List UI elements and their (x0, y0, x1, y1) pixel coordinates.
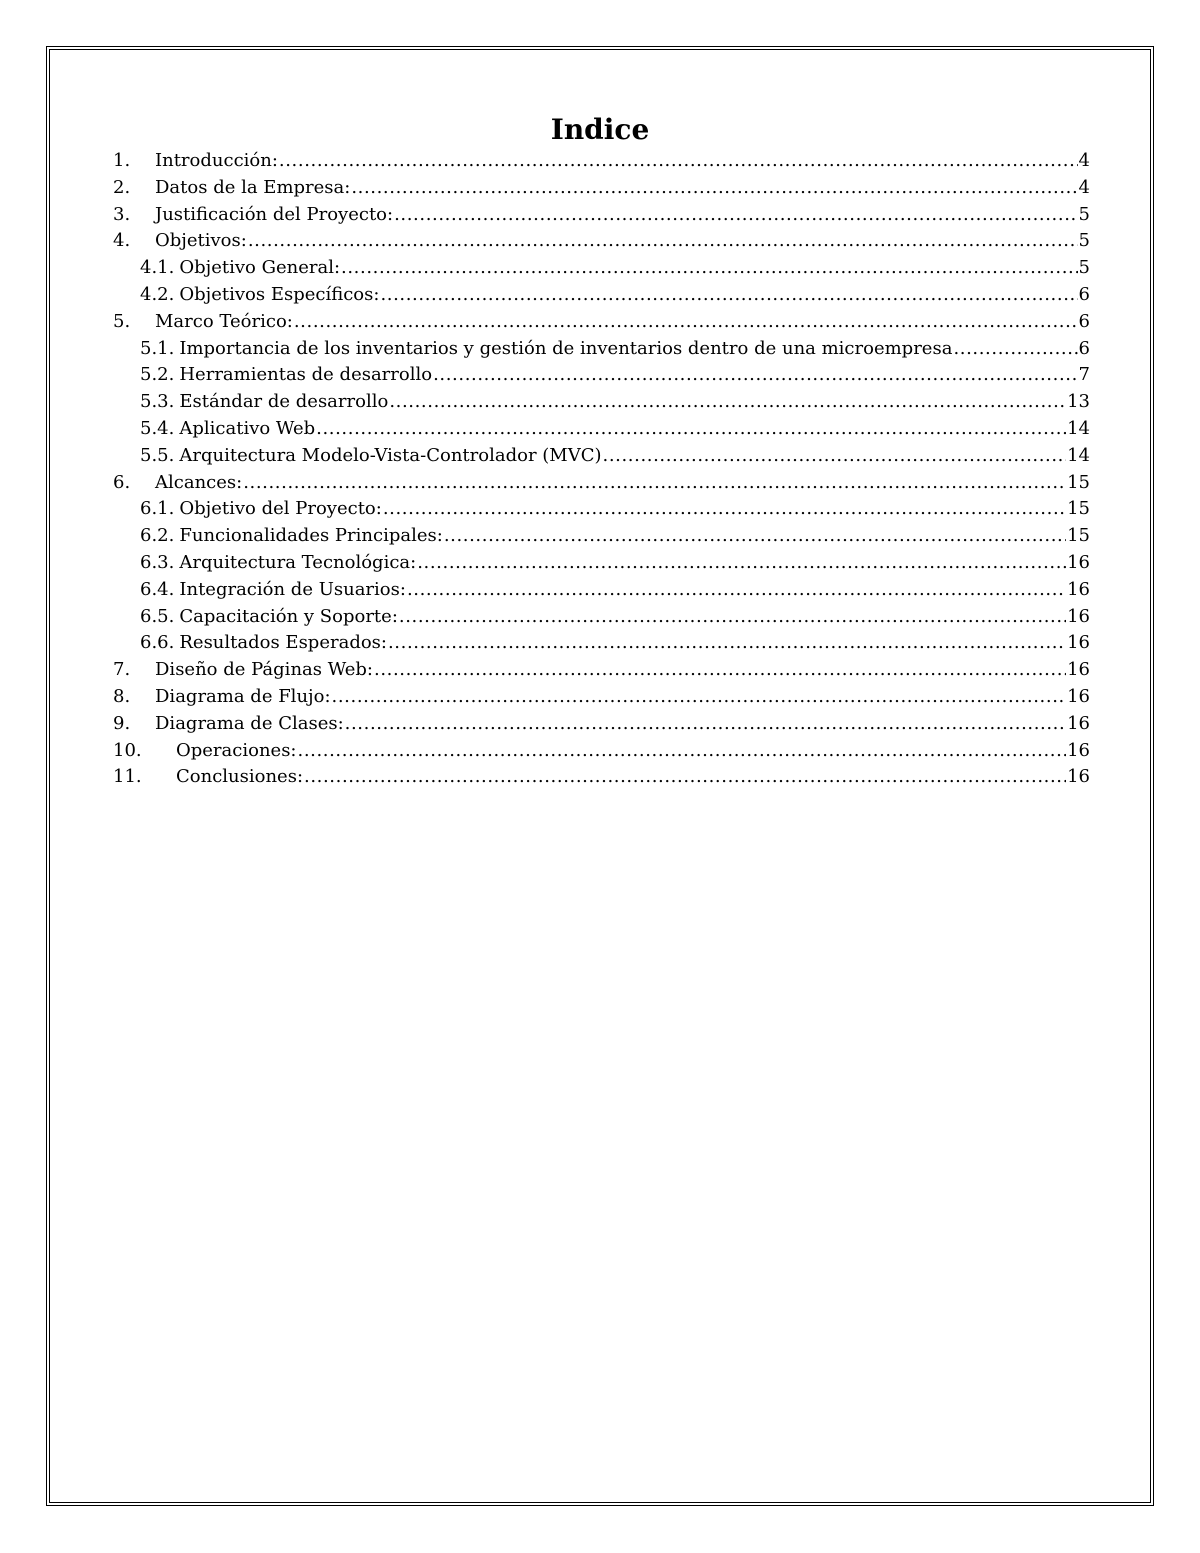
toc-entry[interactable] (113, 711, 1090, 738)
toc-entry-text: Arquitectura Modelo-Vista-Controlador (MVC) (179, 444, 602, 466)
toc-entry-text: Datos de la Empresa: (155, 176, 351, 198)
toc-entry-page: 4 (1078, 150, 1090, 171)
toc-entry-page: 15 (1067, 498, 1090, 520)
toc-entry-number: 5.2. (140, 364, 175, 386)
toc-entry-text: Conclusiones: (176, 766, 304, 788)
toc-dot-leader (603, 443, 1067, 470)
toc-entry[interactable] (113, 523, 1090, 550)
toc-entry-page: 16 (1067, 766, 1090, 788)
toc-entry-number: 11. (113, 766, 142, 788)
toc-entry-number: 6.1. (140, 498, 175, 520)
toc-entry-number: 6.5. (140, 605, 175, 627)
toc-entry-page: 13 (1067, 391, 1090, 413)
toc-entry-page: 16 (1067, 659, 1090, 681)
toc-entry-text: Aplicativo Web (179, 417, 316, 439)
toc-entry-number: 5.1. (140, 337, 175, 359)
toc-entry-number: 9. (113, 712, 131, 734)
toc-dot-leader (433, 362, 1077, 389)
toc-entry[interactable] (113, 228, 1090, 255)
toc-entry[interactable] (113, 148, 1090, 175)
toc-entry-page: 16 (1067, 578, 1090, 600)
toc-dot-leader (417, 550, 1066, 577)
toc-entry[interactable] (113, 416, 1090, 443)
table-of-contents (113, 148, 1090, 791)
toc-dot-leader (332, 684, 1067, 711)
toc-entry-number: 8. (113, 685, 131, 707)
toc-entry[interactable] (113, 657, 1090, 684)
toc-dot-leader (407, 577, 1066, 604)
toc-entry-page: 7 (1078, 364, 1090, 386)
toc-dot-leader (444, 523, 1066, 550)
toc-entry-text: Objetivos Específicos: (179, 283, 380, 305)
toc-entry[interactable] (113, 309, 1090, 336)
toc-dot-leader (294, 309, 1078, 336)
toc-dot-leader (248, 228, 1078, 255)
toc-entry-page: 6 (1078, 310, 1090, 332)
toc-dot-leader (374, 657, 1066, 684)
toc-entry[interactable] (113, 630, 1090, 657)
toc-entry-number: 5.4. (140, 417, 175, 439)
toc-entry-number: 1. (113, 150, 131, 171)
toc-entry-page: 14 (1067, 444, 1090, 466)
toc-entry-page: 5 (1078, 257, 1090, 279)
toc-entry-page: 15 (1067, 471, 1090, 493)
toc-entry[interactable] (113, 738, 1090, 765)
toc-entry-page: 16 (1067, 739, 1090, 761)
toc-entry-page: 16 (1067, 712, 1090, 734)
toc-entry-text: Justificación del Proyecto: (155, 203, 394, 225)
toc-entry-text: Objetivo General: (179, 257, 341, 279)
toc-entry-page: 16 (1067, 551, 1090, 573)
toc-entry-page: 6 (1078, 283, 1090, 305)
toc-entry[interactable] (113, 175, 1090, 202)
toc-entry-number: 5.3. (140, 391, 175, 413)
toc-entry[interactable] (113, 202, 1090, 229)
toc-dot-leader (243, 470, 1066, 497)
toc-entry-text: Marco Teórico: (155, 310, 293, 332)
toc-entry-number: 7. (113, 659, 131, 681)
toc-entry-text: Funcionalidades Principales: (179, 525, 443, 547)
toc-entry[interactable] (113, 684, 1090, 711)
toc-entry[interactable] (113, 470, 1090, 497)
toc-entry[interactable] (113, 577, 1090, 604)
toc-entry-page: 16 (1067, 605, 1090, 627)
toc-entry-text: Objetivo del Proyecto: (179, 498, 382, 520)
toc-dot-leader (341, 255, 1078, 282)
toc-entry-number: 4. (113, 230, 131, 252)
toc-entry-text: Capacitación y Soporte: (179, 605, 398, 627)
toc-dot-leader (383, 496, 1066, 523)
toc-entry-text: Estándar de desarrollo (179, 391, 389, 413)
toc-entry-page: 16 (1067, 632, 1090, 654)
toc-dot-leader (345, 711, 1066, 738)
toc-entry-page: 5 (1078, 230, 1090, 252)
toc-entry[interactable] (113, 389, 1090, 416)
toc-dot-leader (953, 336, 1077, 363)
toc-entry-number: 5. (113, 310, 131, 332)
toc-entry-page: 15 (1067, 525, 1090, 547)
toc-entry-text: Importancia de los inventarios y gestión de inventarios dentro de una microempresa (179, 337, 953, 359)
toc-dot-leader (298, 738, 1067, 765)
toc-entry[interactable] (113, 764, 1090, 791)
toc-entry-number: 10. (113, 739, 142, 761)
toc-entry-page: 5 (1078, 203, 1090, 225)
toc-entry[interactable] (113, 255, 1090, 282)
toc-entry-text: Objetivos: (155, 230, 247, 252)
toc-entry[interactable] (113, 282, 1090, 309)
toc-entry-text: Arquitectura Tecnológica: (179, 551, 417, 573)
toc-entry[interactable] (113, 336, 1090, 363)
toc-dot-leader (394, 202, 1077, 229)
toc-dot-leader (380, 282, 1077, 309)
toc-entry[interactable] (113, 496, 1090, 523)
toc-entry-page: 4 (1078, 176, 1090, 198)
toc-entry[interactable] (113, 604, 1090, 631)
toc-entry-number: 3. (113, 203, 131, 225)
toc-entry-text: Diagrama de Flujo: (155, 685, 331, 707)
toc-dot-leader (279, 148, 1078, 175)
toc-entry-number: 5.5. (140, 444, 175, 466)
toc-entry-text: Introducción: (155, 150, 278, 171)
toc-entry-text: Operaciones: (176, 739, 297, 761)
toc-entry-text: Integración de Usuarios: (179, 578, 406, 600)
toc-entry-text: Alcances: (155, 471, 243, 493)
toc-entry-number: 2. (113, 176, 131, 198)
toc-dot-leader (389, 389, 1066, 416)
toc-entry-number: 6.3. (140, 551, 175, 573)
toc-entry-text: Herramientas de desarrollo (179, 364, 433, 386)
page-title: Indice (550, 113, 650, 146)
toc-entry[interactable] (113, 550, 1090, 577)
toc-dot-leader (351, 175, 1077, 202)
toc-dot-leader (399, 604, 1066, 631)
toc-entry-text: Diseño de Páginas Web: (155, 659, 373, 681)
toc-entry-number: 4.1. (140, 257, 175, 279)
toc-entry-page: 16 (1067, 685, 1090, 707)
toc-entry-number: 6.6. (140, 632, 175, 654)
toc-entry-page: 6 (1078, 337, 1090, 359)
toc-dot-leader (388, 630, 1066, 657)
toc-entry[interactable] (113, 443, 1090, 470)
toc-entry-page: 14 (1067, 417, 1090, 439)
toc-entry-text: Resultados Esperados: (179, 632, 387, 654)
toc-dot-leader (316, 416, 1066, 443)
toc-entry[interactable] (113, 362, 1090, 389)
toc-entry-number: 6.4. (140, 578, 175, 600)
toc-entry-number: 6. (113, 471, 131, 493)
toc-entry-number: 4.2. (140, 283, 175, 305)
toc-entry-number: 6.2. (140, 525, 175, 547)
toc-dot-leader (304, 764, 1066, 791)
toc-entry-text: Diagrama de Clases: (155, 712, 344, 734)
